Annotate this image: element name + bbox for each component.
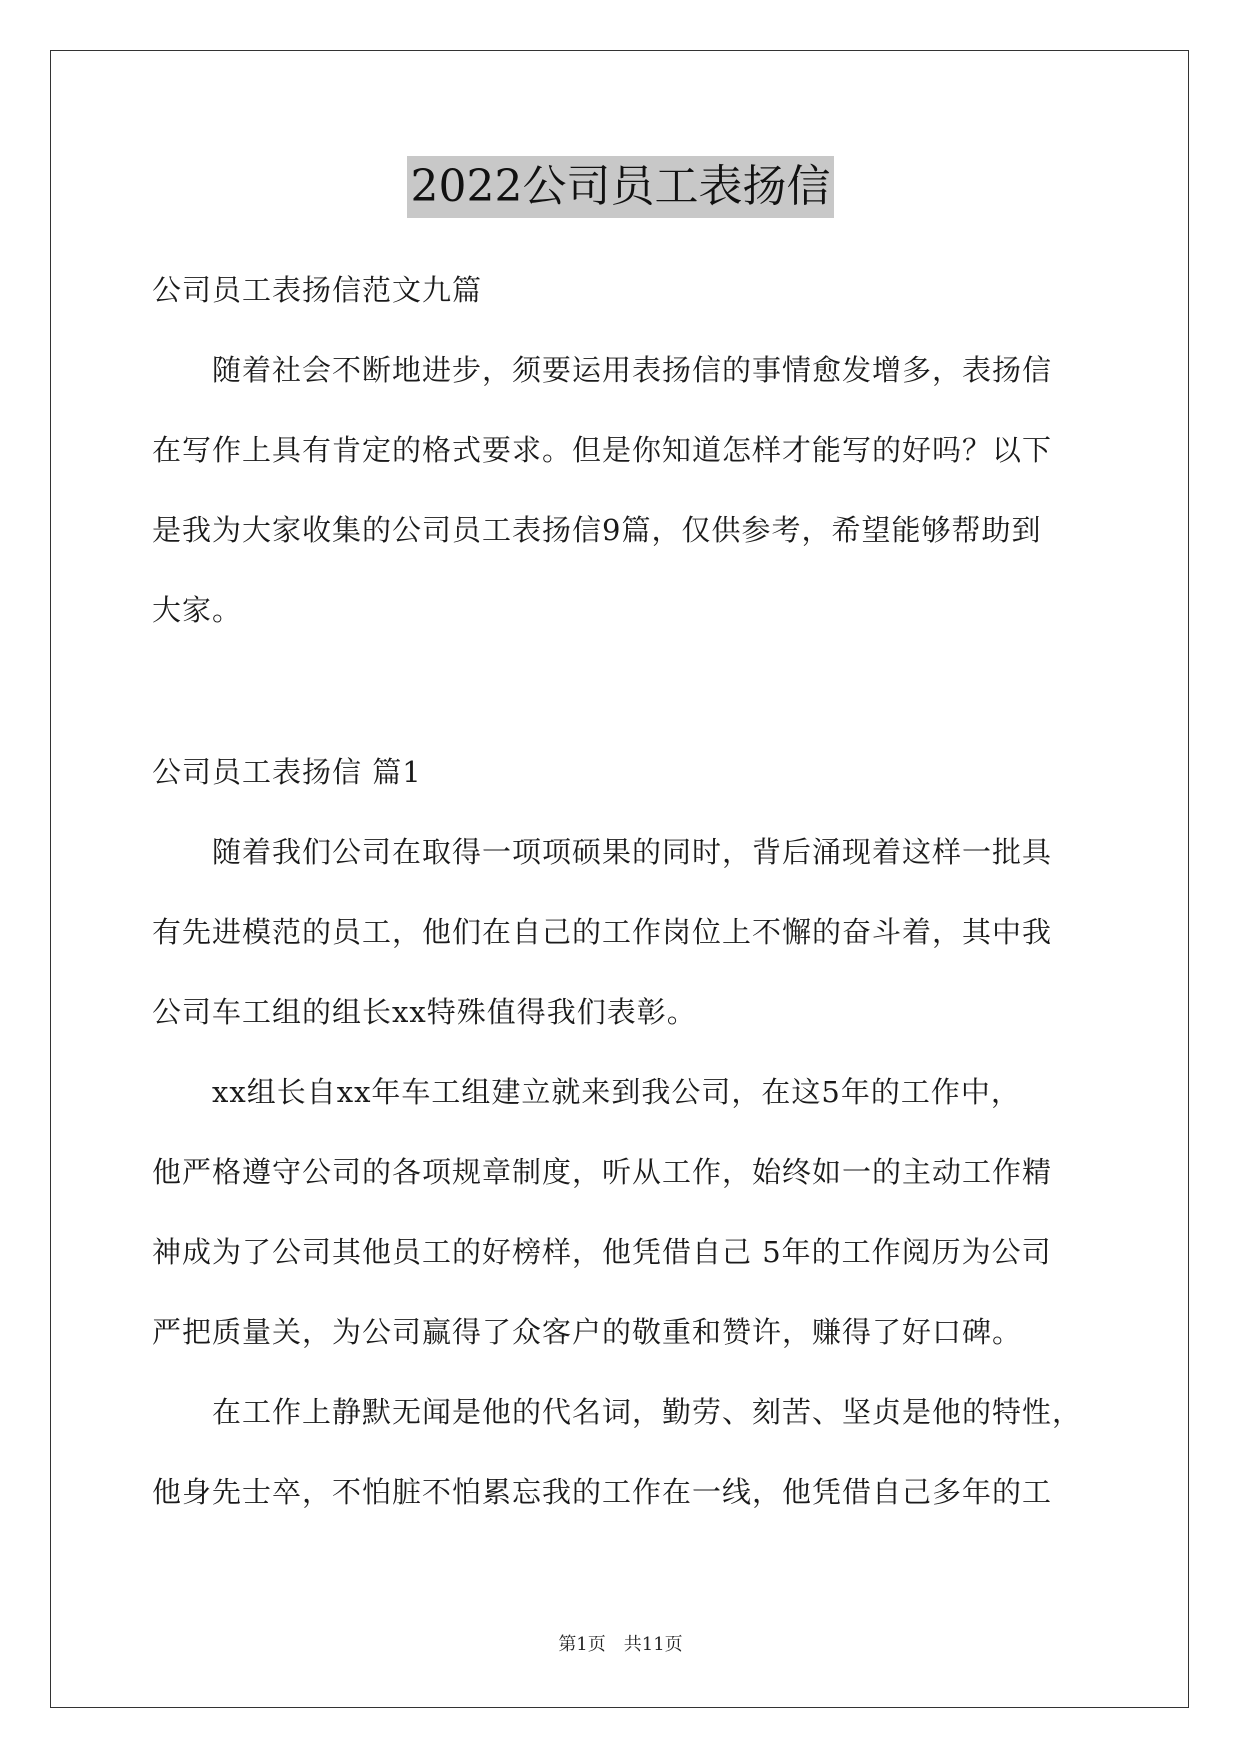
title-container	[0, 156, 1241, 218]
body-line: 在写作上具有肯定的格式要求。但是你知道怎样才能写的好吗？以下	[152, 433, 1053, 467]
document-title: 2022公司员工表扬信	[407, 156, 835, 218]
body-line: 严把质量关，为公司赢得了众客户的敬重和赞许，赚得了好口碑。	[152, 1315, 1023, 1349]
body-line: 他严格遵守公司的各项规章制度，听从工作，始终如一的主动工作精	[152, 1155, 1053, 1189]
body-line: xx组长自xx年车工组建立就来到我公司，在这5年的工作中，	[152, 1075, 1021, 1109]
section-heading: 公司员工表扬信 篇1	[152, 755, 422, 789]
subtitle-line: 公司员工表扬信范文九篇	[152, 273, 483, 307]
body-line: 神成为了公司其他员工的好榜样，他凭借自己 5年的工作阅历为公司	[152, 1235, 1052, 1269]
body-line: 他身先士卒，不怕脏不怕累忘我的工作在一线，他凭借自己多年的工	[152, 1475, 1053, 1509]
body-line: 大家。	[152, 593, 243, 627]
body-line: 有先进模范的员工，他们在自己的工作岗位上不懈的奋斗着，其中我	[152, 915, 1053, 949]
body-line: 是我为大家收集的公司员工表扬信9篇，仅供参考，希望能够帮助到	[152, 513, 1042, 547]
page-number: 第1页	[558, 1634, 606, 1655]
body-line: 随着我们公司在取得一项项硕果的同时，背后涌现着这样一批具	[152, 835, 1053, 869]
body-line: 在工作上静默无闻是他的代名词，勤劳、刻苦、坚贞是他的特性，	[152, 1395, 1083, 1429]
page-total: 共11页	[623, 1634, 683, 1655]
page-footer	[0, 1633, 1241, 1657]
body-line: 公司车工组的组长xx特殊值得我们表彰。	[152, 995, 697, 1029]
body-line: 随着社会不断地进步，须要运用表扬信的事情愈发增多，表扬信	[152, 353, 1053, 387]
